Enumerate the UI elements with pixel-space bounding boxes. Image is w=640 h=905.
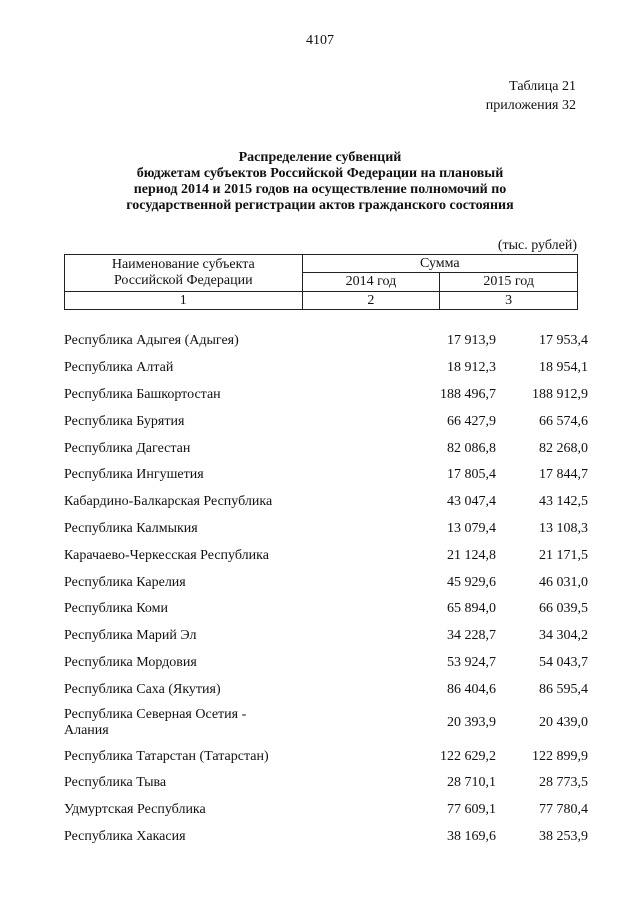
table-row [64, 650, 588, 677]
region-name: Республика Северная Осетия - Алания [64, 707, 247, 739]
value-2014: 38 169,6 [447, 828, 496, 844]
value-2014: 20 393,9 [447, 715, 496, 731]
value-2015: 17 953,4 [539, 333, 588, 349]
value-2015: 66 039,5 [539, 601, 588, 617]
value-2014: 28 710,1 [447, 775, 496, 791]
value-2014: 86 404,6 [447, 681, 496, 697]
table-row [64, 596, 588, 623]
region-name: Карачаево-Черкесская Республика [64, 547, 269, 563]
value-2014: 66 427,9 [447, 413, 496, 429]
column-name-header [65, 255, 303, 292]
region-name: Республика Карелия [64, 574, 186, 590]
region-name: Республика Бурятия [64, 413, 185, 429]
column-number-1: 1 [65, 292, 303, 310]
value-2014: 122 629,2 [440, 748, 496, 764]
value-2014: 21 124,8 [447, 547, 496, 563]
column-name-line-1: Наименование субъекта [111, 257, 255, 272]
table-row [64, 328, 588, 355]
value-2015: 46 031,0 [539, 574, 588, 590]
table-reference [486, 77, 576, 115]
title-line-4: государственной регистрации актов гражданского состояния [126, 198, 514, 213]
region-name: Республика Башкортостан [64, 386, 221, 402]
region-name: Республика Тыва [64, 775, 167, 791]
value-2015: 38 253,9 [539, 828, 588, 844]
page-number: 4107 [306, 33, 334, 48]
table-number: Таблица 21 [509, 79, 576, 94]
value-2014: 43 047,4 [447, 494, 496, 510]
value-2015: 20 439,0 [539, 715, 588, 731]
value-2014: 77 609,1 [447, 802, 496, 818]
table-row [64, 623, 588, 650]
table-row [64, 676, 588, 703]
table-row [64, 797, 588, 824]
sum-header: Сумма [302, 255, 577, 273]
value-2015: 54 043,7 [539, 654, 588, 670]
table-row [64, 435, 588, 462]
value-2015: 66 574,6 [539, 413, 588, 429]
year-2014-header: 2014 год [302, 273, 440, 292]
value-2015: 34 304,2 [539, 628, 588, 644]
value-2014: 82 086,8 [447, 440, 496, 456]
value-2014: 17 805,4 [447, 467, 496, 483]
region-name: Республика Марий Эл [64, 628, 197, 644]
value-2014: 18 912,3 [447, 360, 496, 376]
value-2014: 17 913,9 [447, 333, 496, 349]
value-2015: 21 171,5 [539, 547, 588, 563]
value-2015: 122 899,9 [532, 748, 588, 764]
table-row [64, 462, 588, 489]
region-name: Удмуртская Республика [64, 802, 206, 818]
region-name: Республика Адыгея (Адыгея) [64, 333, 239, 349]
region-name: Республика Саха (Якутия) [64, 681, 221, 697]
table-header [64, 254, 578, 310]
appendix-number: приложения 32 [485, 98, 576, 113]
region-name: Кабардино-Балкарская Республика [64, 494, 273, 510]
region-name: Республика Татарстан (Татарстан) [64, 748, 269, 764]
column-number-2: 2 [302, 292, 440, 310]
table-row [64, 824, 588, 851]
value-2014: 53 924,7 [447, 654, 496, 670]
table-row [64, 703, 588, 743]
region-name: Республика Коми [64, 601, 168, 617]
table-row [64, 382, 588, 409]
year-2015-header: 2015 год [440, 273, 578, 292]
value-2015: 28 773,5 [539, 775, 588, 791]
region-name: Республика Мордовия [64, 654, 197, 670]
value-2014: 65 894,0 [447, 601, 496, 617]
table-row [64, 569, 588, 596]
table-row [64, 542, 588, 569]
value-2015: 86 595,4 [539, 681, 588, 697]
document-title [60, 150, 580, 214]
table-row [64, 489, 588, 516]
region-name: Республика Алтай [64, 360, 174, 376]
title-line-3: период 2014 и 2015 годов на осуществление полномочий по [133, 182, 507, 197]
table-row [64, 743, 588, 770]
column-name-line-2: Российской Федерации [113, 273, 253, 288]
value-2014: 13 079,4 [447, 520, 496, 536]
value-2014: 188 496,7 [440, 386, 496, 402]
value-2015: 13 108,3 [539, 520, 588, 536]
table-row [64, 408, 588, 435]
units-label: (тыс. рублей) [497, 238, 577, 253]
region-name: Республика Дагестан [64, 440, 191, 456]
region-name: Республика Ингушетия [64, 467, 204, 483]
table-row [64, 770, 588, 797]
value-2015: 188 912,9 [532, 386, 588, 402]
table-row [64, 516, 588, 543]
value-2015: 17 844,7 [539, 467, 588, 483]
title-line-1: Распределение субвенций [238, 150, 402, 165]
value-2015: 77 780,4 [539, 802, 588, 818]
region-name: Республика Хакасия [64, 828, 186, 844]
column-number-3: 3 [440, 292, 578, 310]
table-row [64, 355, 588, 382]
value-2015: 18 954,1 [539, 360, 588, 376]
table-body [64, 328, 588, 850]
value-2015: 43 142,5 [539, 494, 588, 510]
title-line-2: бюджетам субъектов Российской Федерации на плановый [136, 166, 504, 181]
value-2015: 82 268,0 [539, 440, 588, 456]
region-name: Республика Калмыкия [64, 520, 198, 536]
value-2014: 34 228,7 [447, 628, 496, 644]
value-2014: 45 929,6 [447, 574, 496, 590]
